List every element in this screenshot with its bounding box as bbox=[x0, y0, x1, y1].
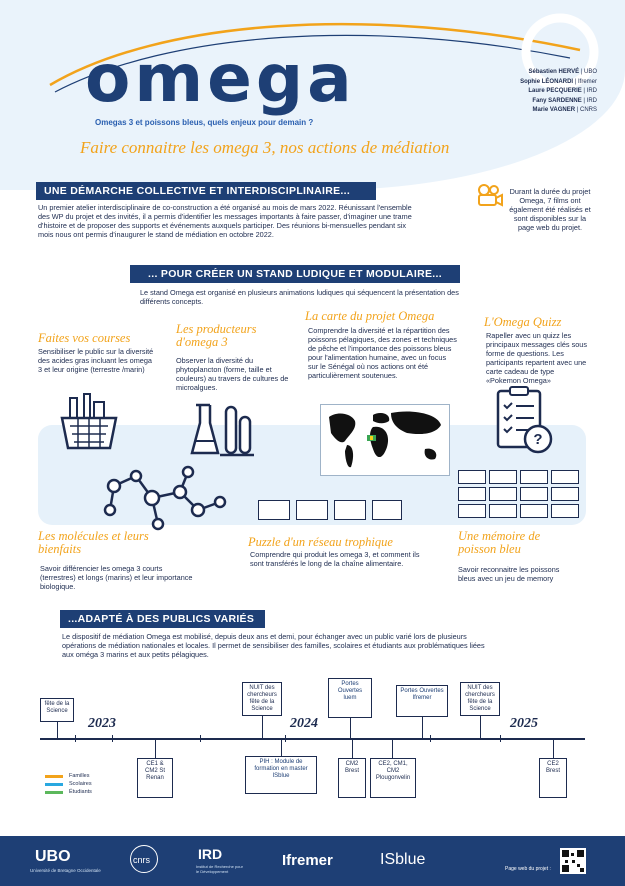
memory-card bbox=[551, 470, 579, 484]
event-stem bbox=[352, 740, 353, 758]
memory-game-grid bbox=[458, 470, 550, 518]
event-plougonvelin: CE2, CM1, CM2 Plougonvelin bbox=[370, 758, 416, 798]
author-line: Marie VAGNER | CNRS bbox=[532, 107, 597, 113]
poster-subtitle: Omegas 3 et poissons bleus, quels enjeux pour demain ? bbox=[95, 118, 314, 127]
people-card bbox=[372, 500, 402, 520]
poster-tagline: Faire connaitre les omega 3, nos actions de médiation bbox=[80, 138, 450, 157]
section1-text: Un premier atelier interdisciplinaire de co-construction a été organisé au mois de mars 2022. Réunissant l'ensemble des WP du projet et des invités, il a permis d'identifier les messages importants à faire passer, d'imaginer une trame d'histoire et de proposer des supports et événements auxquels participer. Des réunions bi-mensuelles pendant six mois nous ont permis d'inaugurer le stand de médiation en octobre 2022. bbox=[38, 203, 412, 239]
shopping-basket-icon bbox=[58, 392, 120, 454]
card-text-courses: Sensibiliser le public sur la diversité des acides gras incluant les omega 3 et leur origine (terrestre /marin) bbox=[38, 347, 154, 374]
card-text-producteurs: Observer la diversité du phytoplancton (forme, taille et couleurs) au travers de cultures de microalgues. bbox=[176, 356, 289, 392]
event-nuit-chercheurs-2024: NUIT des chercheurs fête de la Science bbox=[460, 682, 500, 716]
event-stem bbox=[350, 718, 351, 738]
timeline-tick bbox=[430, 735, 431, 742]
quiz-clipboard-icon bbox=[494, 385, 556, 457]
omega-logo: omega bbox=[85, 40, 356, 117]
card-title-carte: La carte du projet Omega bbox=[305, 309, 435, 323]
section1-title: UNE DÉMARCHE COLLECTIVE ET INTERDISCIPLINAIRE... bbox=[36, 182, 376, 200]
cnrs-logo: cnrs bbox=[133, 855, 151, 865]
event-stem bbox=[553, 740, 554, 758]
author-line: Sophie LÉONARDI | Ifremer bbox=[520, 78, 597, 85]
event-st-renan: CE1 & CM2 St Renan bbox=[137, 758, 173, 798]
card-title-memoire: Une mémoire de poisson bleu bbox=[458, 529, 541, 556]
qr-code[interactable] bbox=[560, 848, 586, 874]
ubo-logo: UBO bbox=[35, 848, 71, 865]
author-line: Laure PECQUERIE | IRD bbox=[528, 88, 597, 94]
ird-logo: IRD bbox=[198, 846, 223, 862]
memory-card bbox=[520, 504, 548, 518]
author-list bbox=[520, 68, 597, 116]
timeline-year-2023: 2023 bbox=[88, 716, 116, 731]
memory-card bbox=[520, 470, 548, 484]
section3-title: ...ADAPTÉ À DES PUBLICS VARIÉS bbox=[60, 610, 265, 628]
memory-card bbox=[520, 487, 548, 501]
svg-text:?: ? bbox=[533, 431, 543, 448]
card-text-puzzle: Comprendre qui produit les omega 3, et comment ils sont transférés le long de la chaîne alimentaire. bbox=[250, 550, 420, 568]
isblue-logo: ISblue bbox=[380, 851, 426, 868]
event-stem bbox=[262, 716, 263, 738]
audience-legend bbox=[45, 772, 92, 796]
ubo-logo-caption: Université de Bretagne Occidentale bbox=[30, 868, 101, 873]
legend-swatch bbox=[45, 783, 63, 786]
card-title-quizz: L'Omega Quizz bbox=[484, 315, 562, 329]
section2-title: ... POUR CRÉER UN STAND LUDIQUE ET MODULAIRE... bbox=[130, 265, 460, 283]
event-stem bbox=[155, 740, 156, 758]
legend-item-scolaires: Scolaires bbox=[45, 780, 92, 788]
memory-card bbox=[489, 487, 517, 501]
event-stem bbox=[480, 716, 481, 738]
lab-glassware-icon bbox=[190, 403, 256, 459]
project-webpage-label: Page web du projet : bbox=[505, 866, 551, 872]
memory-card bbox=[458, 470, 486, 484]
timeline-tick bbox=[200, 735, 201, 742]
legend-item-etudiants: Étudiants bbox=[45, 788, 92, 796]
card-title-molecules: Les molécules et leurs bienfaits bbox=[38, 529, 149, 556]
films-note: Durant la durée du projet Omega, 7 films ont également été réalisés et sont disponibles sur la page web du projet. bbox=[509, 187, 591, 232]
legend-swatch bbox=[45, 791, 63, 794]
card-text-carte: Comprendre la diversité et la répartition des poissons pélagiques, des zones et techniques de pêche et l'importance des poissons bleus pour l'alimentation humaine, avec un focus sur le Sénégal où nos actions ont été particulièrement soutenues. bbox=[308, 326, 457, 380]
event-ce2-brest: CE2 Brest bbox=[539, 758, 567, 798]
world-map-image bbox=[320, 404, 450, 476]
world-map-icon bbox=[321, 405, 449, 475]
event-portes-ouvertes-ifremer: Portes Ouvertes Ifremer bbox=[396, 685, 448, 717]
event-cm2-brest: CM2 Brest bbox=[338, 758, 366, 798]
card-title-courses: Faites vos courses bbox=[38, 331, 131, 345]
ifremer-logo: Ifremer bbox=[282, 852, 333, 869]
card-title-puzzle: Puzzle d'un réseau trophique bbox=[248, 535, 393, 549]
memory-card bbox=[489, 470, 517, 484]
card-text-memoire: Savoir reconnaitre les poissons bleus avec un jeu de memory bbox=[458, 565, 560, 583]
qr-code-icon bbox=[562, 850, 584, 872]
event-isblue-master: PIH : Module de formation en master ISblue bbox=[245, 756, 317, 794]
memory-card bbox=[458, 504, 486, 518]
event-nuit-chercheurs-2023: NUIT des chercheurs fête de la Science bbox=[242, 682, 282, 716]
timeline-year-2024: 2024 bbox=[290, 716, 318, 731]
memory-card bbox=[489, 504, 517, 518]
timeline-axis bbox=[40, 738, 585, 740]
memory-card bbox=[551, 504, 579, 518]
card-text-quizz: Rapeller avec un quizz les principaux messages clés sous forme de questions. Les participants repartent avec une carte cadeau de type «Pokemon Omega» bbox=[486, 331, 587, 385]
timeline-tick bbox=[112, 735, 113, 742]
ird-logo-caption: Institut de Recherche pour le Développement bbox=[196, 864, 243, 874]
timeline-tick bbox=[285, 735, 286, 742]
event-fete-science-2023: fête de la Science bbox=[40, 698, 74, 722]
event-stem bbox=[57, 722, 58, 738]
fish-card bbox=[334, 500, 366, 520]
memory-card bbox=[458, 487, 486, 501]
author-line: Sébastien HERVÉ | UBO bbox=[528, 69, 597, 75]
timeline-year-2025: 2025 bbox=[510, 716, 538, 731]
card-text-molecules: Savoir différencier les omega 3 courts (terrestres) et longs (marins) et leur importance biologique. bbox=[40, 564, 193, 591]
section3-text: Le dispositif de médiation Omega est mobilisé, depuis deux ans et demi, pour échanger avec un public varié lors de plusieurs opérations de médiation nationales et locales. Il permet de sensibiliser des familles, scolaires et étudiants aux problématiques liées aux oméga 3 marins et aux petits pélagiques. bbox=[62, 632, 485, 659]
fish-card bbox=[296, 500, 328, 520]
legend-item-familles: Familles bbox=[45, 772, 92, 780]
event-stem bbox=[422, 717, 423, 738]
legend-swatch bbox=[45, 775, 63, 778]
event-stem bbox=[281, 740, 282, 756]
card-title-producteurs: Les producteurs d'omega 3 bbox=[176, 322, 257, 349]
event-portes-ouvertes-iuem: Portes Ouvertes luem bbox=[328, 678, 372, 718]
section2-intro: Le stand Omega est organisé en plusieurs animations ludiques qui séquencent la présentation des différents concepts. bbox=[140, 288, 459, 306]
memory-card bbox=[551, 487, 579, 501]
event-stem bbox=[392, 740, 393, 758]
timeline-tick bbox=[75, 735, 76, 742]
fish-card bbox=[258, 500, 290, 520]
camera-icon bbox=[476, 184, 504, 208]
fish-card-row bbox=[258, 500, 408, 520]
timeline-tick bbox=[500, 735, 501, 742]
author-line: Fany SARDENNE | IRD bbox=[532, 97, 597, 104]
